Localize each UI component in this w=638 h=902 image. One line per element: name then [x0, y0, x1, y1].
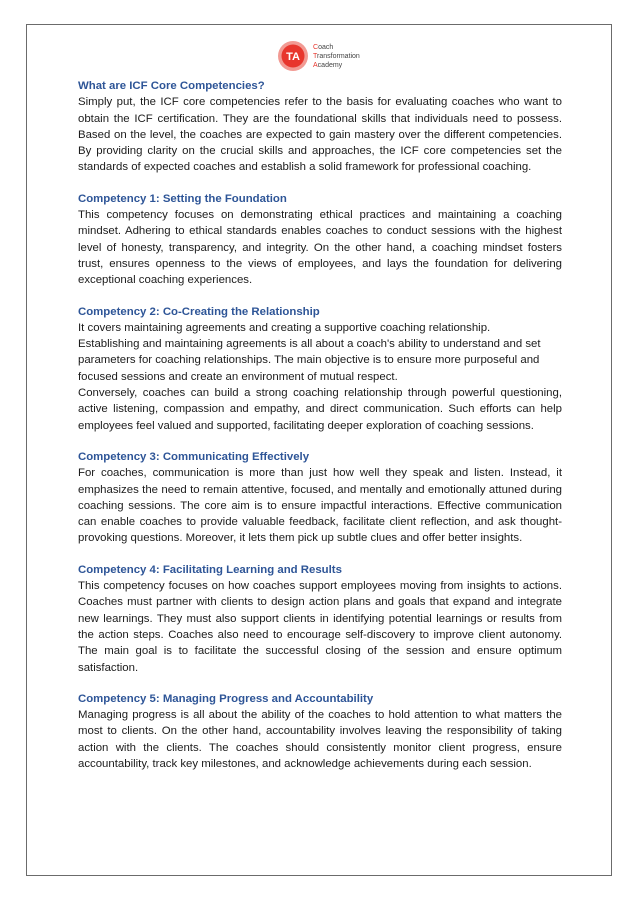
- section-paragraph: Conversely, coaches can build a strong coaching relationship through powerful questioning, active listening, compassion and empathy, and direct communication. Such efforts can help employees feel valued and supported, facilitating deeper exploration of coaching sessions.: [78, 387, 562, 432]
- section-paragraph: It covers maintaining agreements and creating a supportive coaching relationship.: [78, 321, 491, 334]
- section-paragraph: Establishing and maintaining agreements is all about a coach's ability to understand and set parameters for coaching relationships. The main objective is to ensure more purposeful and focused sessions and create an environment of mutual respect.: [78, 338, 541, 383]
- logo-line: Academy: [313, 61, 343, 69]
- section-heading: Competency 2: Co-Creating the Relationship: [78, 305, 320, 318]
- document-body: [78, 78, 562, 787]
- section-heading: Competency 5: Managing Progress and Accountability: [78, 692, 374, 705]
- logo-line: Transformation: [313, 52, 360, 60]
- section-paragraph: Simply put, the ICF core competencies refer to the basis for evaluating coaches who want to obtain the ICF certification. They are the foundational skills that individuals need to possess. Based on the level, the coaches are expected to gain mastery over the different competencies. By providing clarity on the crucial skills and approaches, the ICF core competencies set the standards of expected coaches and establish a solid framework for professional coaching.: [78, 96, 562, 174]
- section-competency-2: [78, 304, 562, 434]
- logo-mark-icon: [277, 40, 309, 72]
- section-heading: Competency 1: Setting the Foundation: [78, 192, 287, 205]
- section-competency-3: [78, 449, 562, 547]
- section-paragraph: This competency focuses on demonstrating ethical practices and maintaining a coaching mindset. Adhering to ethical standards enables coaches to conduct sessions with the highest level of honesty, transparency, and integrity. On the other hand, a coaching mindset fosters trust, ensures openness to the views of employees, and lays the foundation for delivering exceptional coaching experiences.: [78, 209, 562, 287]
- section-paragraph: This competency focuses on how coaches support employees moving from insights to actions. Coaches must partner with clients to design action plans and goals that expand and integrate new learnings. They must also support clients in identifying potential learnings or results from the action steps. Coaches also need to encourage self-discovery to improve client autonomy. The main goal is to facilitate the successful closing of the session and ensure optimum satisfaction.: [78, 580, 562, 674]
- section-competency-4: [78, 562, 562, 676]
- section-paragraph: Managing progress is all about the ability of the coaches to hold attention to what matters the most to clients. On the other hand, accountability involves leaving the responsibility of taking action with the clients. The coaches should consistently monitor client progress, ensure accountability, track key milestones, and acknowledge achievements during each session.: [78, 709, 562, 770]
- section-paragraph: For coaches, communication is more than just how well they speak and listen. Instead, it emphasizes the need to remain attentive, focused, and mentally and emotionally attuned during coaching sessions. The core aim is to ensure impactful interactions. Effective communication can enable coaches to provide valuable feedback, facilitate client reflection, and ask thought-provoking questions. Moreover, it lets them pick up subtle clues and offer better insights.: [78, 467, 562, 545]
- logo-line: Coach: [313, 43, 334, 51]
- section-competency-1: [78, 191, 562, 289]
- logo-monogram: TA: [286, 51, 300, 63]
- section-competency-5: [78, 691, 562, 772]
- section-heading: Competency 4: Facilitating Learning and Results: [78, 563, 342, 576]
- section-heading: What are ICF Core Competencies?: [78, 80, 265, 92]
- section-icf-core-competencies: [78, 78, 562, 176]
- company-logo: [277, 38, 360, 74]
- logo-wordmark: [313, 43, 360, 70]
- section-heading: Competency 3: Communicating Effectively: [78, 450, 310, 463]
